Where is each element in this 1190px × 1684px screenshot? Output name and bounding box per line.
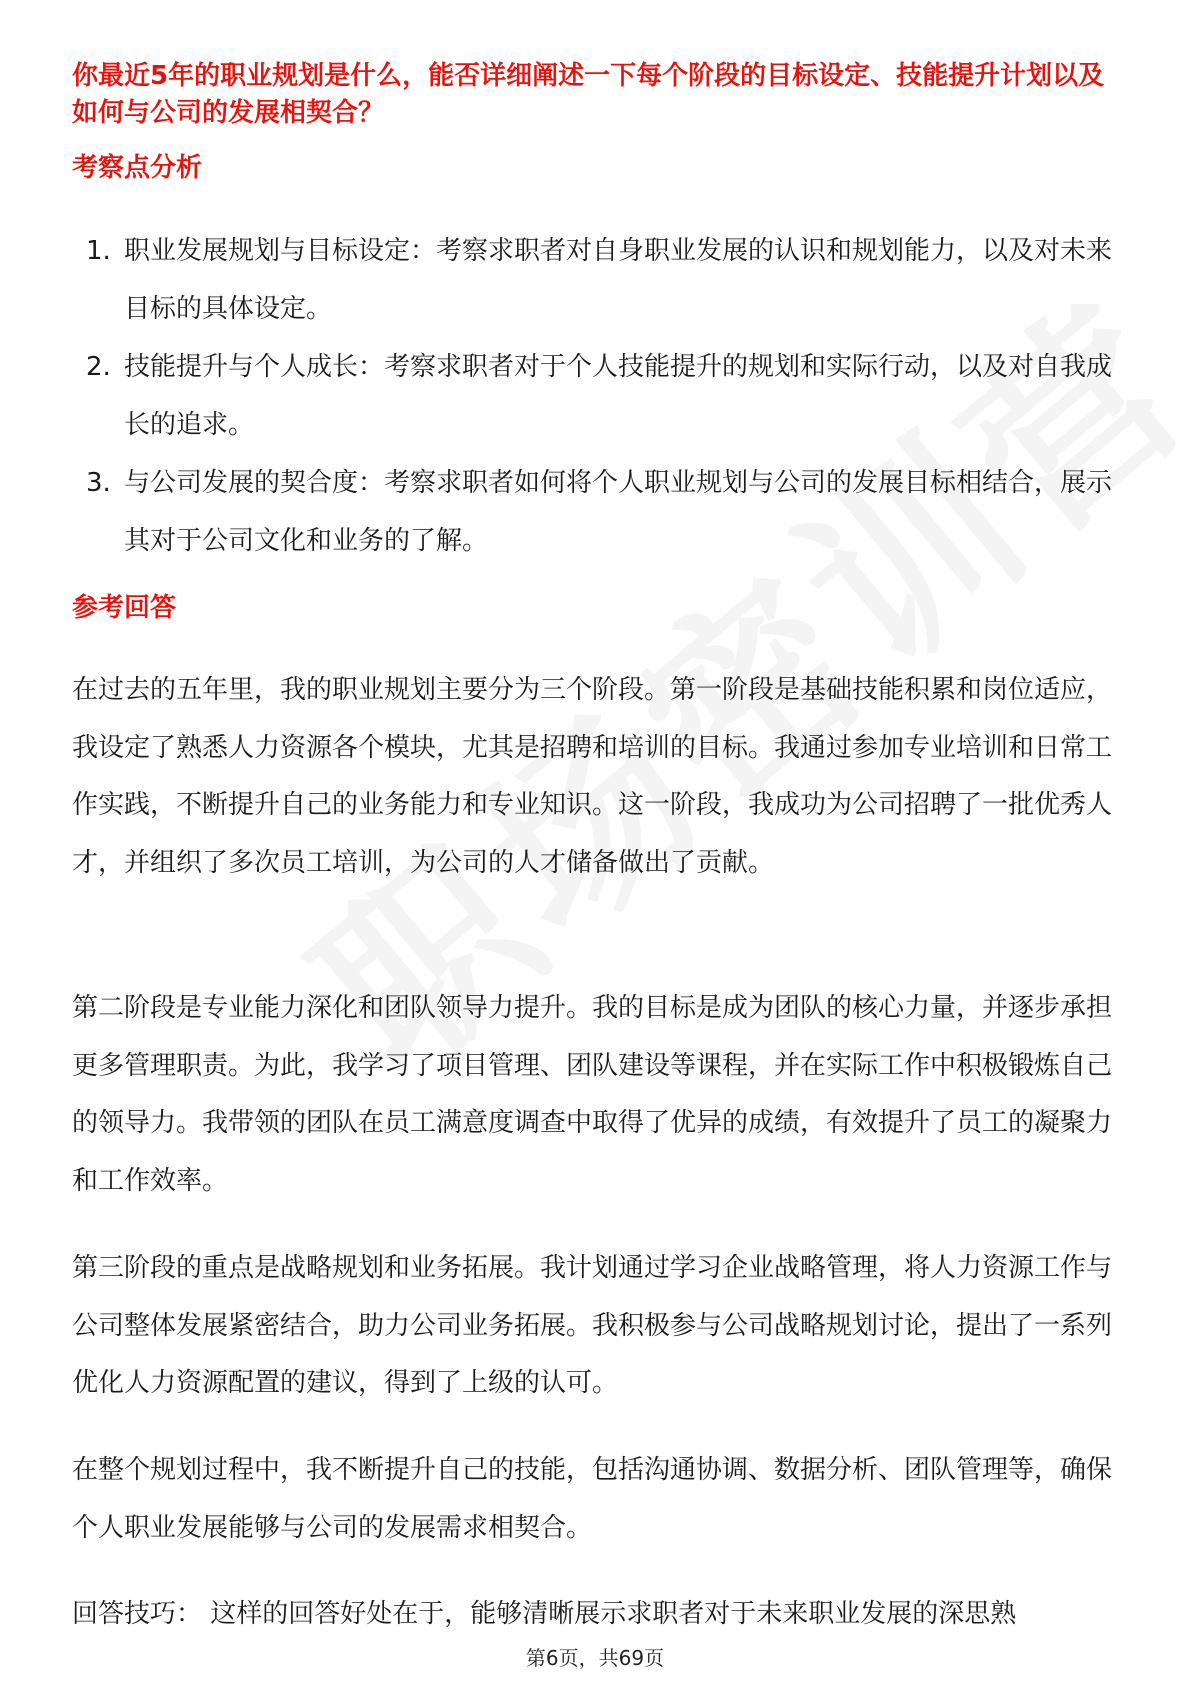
answer-paragraph: 第三阶段的重点是战略规划和业务拓展。我计划通过学习企业战略管理，将人力资源工作与公司整体发展紧密结合，助力公司业务拓展。我积极参与公司战略规划讨论，提出了一系列优化人力资源配置的建议，得到了上级的认可。 [72,1253,1113,1398]
answer-paragraph: 在整个规划过程中，我不断提升自己的技能，包括沟通协调、数据分析、团队管理等，确保个人职业发展能够与公司的发展需求相契合。 [72,1455,1113,1543]
question-title: 你最近5年的职业规划是什么，能否详细阐述一下每个阶段的目标设定、技能提升计划以及如何与公司的发展相契合？ [72,61,1105,128]
analysis-point [72,454,1122,570]
analysis-point [72,338,1122,454]
answer-paragraph: 第二阶段是专业能力深化和团队领导力提升。我的目标是成为团队的核心力量，并逐步承担更多管理职责。为此，我学习了项目管理、团队建设等课程，并在实际工作中积极锻炼自己的领导力。我带领的团队在员工满意度调查中取得了优异的成绩，有效提升了员工的凝聚力和工作效率。 [72,993,1113,1196]
point-number: 2. [86,352,111,382]
analysis-points-list [72,222,1122,570]
analysis-point [72,222,1122,338]
page-number: 第6页，共69页 [525,1646,665,1670]
point-text: 技能提升与个人成长：考察求职者对于个人技能提升的规划和实际行动，以及对自我成长的追求。 [124,352,1113,440]
point-text: 与公司发展的契合度：考察求职者如何将个人职业规划与公司的发展目标相结合，展示其对于公司文化和业务的了解。 [124,468,1113,556]
point-text: 职业发展规划与目标设定：考察求职者对自身职业发展的认识和规划能力，以及对未来目标的具体设定。 [124,236,1113,324]
answer-paragraph: 在过去的五年里，我的职业规划主要分为三个阶段。第一阶段是基础技能积累和岗位适应，我设定了熟悉人力资源各个模块，尤其是招聘和培训的目标。我通过参加专业培训和日常工作实践，不断提升自己的业务能力和专业知识。这一阶段，我成功为公司招聘了一批优秀人才，并组织了多次员工培训，为公司的人才储备做出了贡献。 [72,675,1113,878]
point-number: 1. [86,236,111,266]
answer-tips-paragraph: 回答技巧： 这样的回答好处在于，能够清晰展示求职者对于未来职业发展的深思熟 [72,1599,1017,1629]
point-number: 3. [86,468,111,498]
analysis-heading: 考察点分析 [72,153,203,183]
reference-heading: 参考回答 [72,593,177,623]
